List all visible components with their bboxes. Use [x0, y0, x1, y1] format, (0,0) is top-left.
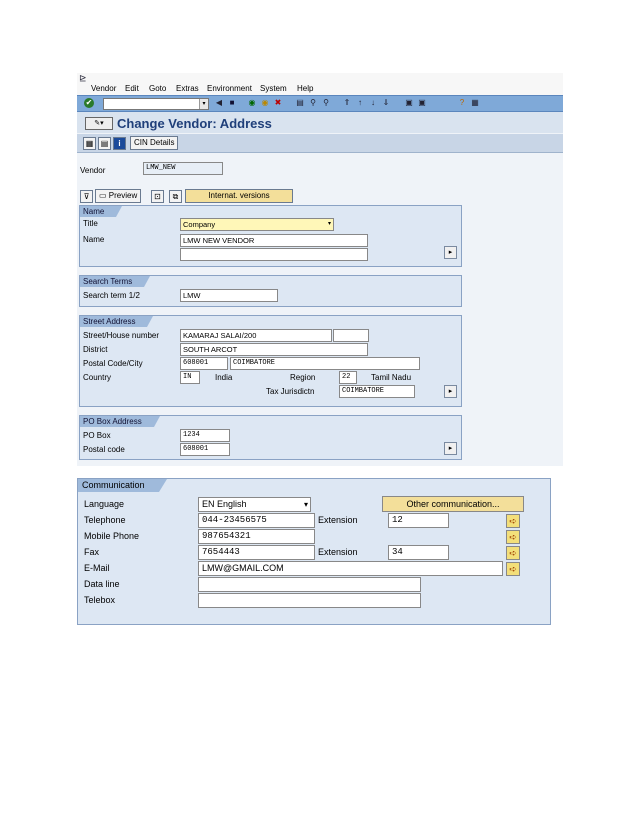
print-icon[interactable]: ▤ — [296, 98, 304, 107]
arrow-right-icon[interactable]: ➪ — [506, 530, 520, 544]
more-fields-icon[interactable]: ▸ — [444, 385, 457, 398]
email-label: E-Mail — [84, 563, 110, 573]
country-label: Country — [83, 373, 112, 382]
previous-page-icon[interactable]: ↑ — [358, 98, 362, 107]
po-box-label: PO Box — [83, 431, 111, 440]
po-postal-code-label: Postal code — [83, 445, 125, 454]
telephone-field[interactable]: 044-23456575 — [198, 513, 315, 528]
menu-vendor[interactable]: Vendor — [91, 84, 117, 93]
new-session-icon[interactable]: ▣ — [405, 98, 413, 107]
menu-help[interactable]: Help — [297, 84, 314, 93]
country-name: India — [215, 373, 233, 382]
menu-system[interactable]: System — [260, 84, 287, 93]
search-term-field[interactable]: LMW — [180, 289, 278, 302]
email-field[interactable]: LMW@GMAIL.COM — [198, 561, 503, 576]
po-postal-code-field[interactable]: 608001 — [180, 443, 230, 456]
fax-extension-label: Extension — [318, 547, 358, 557]
city-field[interactable]: COIMBATORE — [230, 357, 420, 370]
menu-extras[interactable]: Extras — [176, 84, 199, 93]
data-line-field[interactable] — [198, 577, 421, 592]
postal-city-label: Postal Code/City — [83, 359, 143, 368]
back-icon[interactable]: ◉ — [248, 98, 256, 107]
street-label: Street/House number — [83, 331, 160, 340]
layout-menu-icon[interactable]: ▦ — [471, 98, 479, 107]
data-line-label: Data line — [84, 579, 120, 589]
country-field[interactable]: IN — [180, 371, 200, 384]
back-arrow-icon[interactable]: ◀ — [215, 98, 223, 107]
tax-jurisdiction-field[interactable]: COIMBATORE — [339, 385, 415, 398]
filter-icon[interactable]: ⊽ — [80, 190, 93, 203]
page-title: Change Vendor: Address — [117, 116, 272, 131]
street-field[interactable]: KAMARAJ SALAI/200 — [180, 329, 332, 342]
help-icon[interactable]: ? — [459, 98, 465, 107]
telebox-label: Telebox — [84, 595, 116, 605]
name-group — [79, 205, 462, 267]
vendor-field: LMW_NEW — [143, 162, 223, 175]
dropdown-icon[interactable]: ▾ — [303, 500, 308, 509]
telephone-extension-field[interactable]: 12 — [388, 513, 449, 528]
preview-label: Preview — [108, 191, 138, 200]
enter-icon[interactable]: ✔ — [85, 98, 93, 107]
display-change-icon[interactable]: ✎▾ — [85, 117, 113, 130]
fax-field[interactable]: 7654443 — [198, 545, 315, 560]
title-select-value: Company — [183, 220, 216, 229]
system-toolbar — [77, 95, 563, 112]
vendor-label: Vendor — [80, 166, 106, 175]
cancel-icon[interactable]: ✖ — [274, 98, 282, 107]
title-bar — [77, 112, 563, 133]
shortcut-icon[interactable]: ▣ — [418, 98, 426, 107]
telebox-field[interactable] — [198, 593, 421, 608]
application-toolbar — [77, 134, 563, 153]
info-icon[interactable]: i — [113, 137, 126, 150]
language-value: EN English — [202, 499, 247, 509]
telephone-label: Telephone — [84, 515, 126, 525]
find-next-icon[interactable]: ⚲ — [323, 98, 329, 107]
menu-bar — [77, 73, 563, 95]
other-communication-button[interactable]: Other communication... — [382, 496, 524, 512]
extension-label: Extension — [318, 515, 358, 525]
more-fields-icon[interactable]: ▸ — [444, 246, 457, 259]
last-page-icon[interactable]: ⇓ — [382, 98, 390, 107]
search-term-label: Search term 1/2 — [83, 291, 140, 300]
sap-window — [77, 73, 563, 466]
dropdown-icon[interactable]: ▾ — [199, 99, 208, 109]
exit-icon[interactable]: ◉ — [261, 98, 269, 107]
name-group-title: Name — [80, 206, 116, 217]
search-terms-title: Search Terms — [80, 276, 144, 287]
communication-title: Communication — [78, 479, 159, 492]
fax-label: Fax — [84, 547, 100, 557]
lock-icon[interactable]: ⊡ — [151, 190, 164, 203]
arrow-right-icon[interactable]: ➪ — [506, 546, 520, 560]
title-select[interactable] — [180, 218, 334, 231]
name-label: Name — [83, 235, 105, 244]
communication-group — [77, 478, 551, 625]
po-box-title: PO Box Address — [80, 416, 154, 427]
arrow-right-icon[interactable]: ➪ — [506, 562, 520, 576]
find-icon[interactable]: ⚲ — [310, 98, 316, 107]
more-fields-icon[interactable]: ▸ — [444, 442, 457, 455]
menu-edit[interactable]: Edit — [125, 84, 139, 93]
menu-goto[interactable]: Goto — [149, 84, 167, 93]
fax-extension-field[interactable]: 34 — [388, 545, 449, 560]
region-label: Region — [290, 373, 316, 382]
menu-environment[interactable]: Environment — [207, 84, 252, 93]
mobile-phone-field[interactable]: 987654321 — [198, 529, 315, 544]
preview-button[interactable] — [95, 189, 141, 203]
copy-icon[interactable]: ▤ — [98, 137, 111, 150]
po-box-field[interactable]: 1234 — [180, 429, 230, 442]
mobile-phone-label: Mobile Phone — [84, 531, 140, 541]
title-label: Title — [83, 219, 98, 228]
postal-code-field[interactable]: 608001 — [180, 357, 228, 370]
address-icon[interactable]: ▦ — [83, 137, 96, 150]
search-terms-group — [79, 275, 462, 307]
internat-versions-button[interactable]: Internat. versions — [185, 189, 293, 203]
dropdown-icon[interactable]: ▾ — [327, 221, 331, 227]
street-address-title: Street Address — [80, 316, 147, 327]
district-label: District — [83, 345, 108, 354]
district-field[interactable]: SOUTH ARCOT — [180, 343, 368, 356]
cin-details-button[interactable]: CIN Details — [130, 136, 178, 150]
name2-field[interactable] — [180, 248, 368, 261]
first-page-icon[interactable]: ⇑ — [343, 98, 351, 107]
language-label: Language — [84, 499, 125, 509]
region-name: Tamil Nadu — [371, 373, 412, 382]
next-page-icon[interactable]: ↓ — [371, 98, 375, 107]
menu-icon[interactable]: ⊵ — [79, 73, 87, 83]
language-select[interactable] — [198, 497, 311, 512]
versions-icon[interactable]: ⧉ — [169, 190, 182, 203]
street-address-group — [79, 315, 462, 407]
po-box-group — [79, 415, 462, 460]
region-field[interactable]: 22 — [339, 371, 357, 384]
name-field[interactable]: LMW NEW VENDOR — [180, 234, 368, 247]
house-number-field[interactable] — [333, 329, 369, 342]
preview-icon: ▭ — [99, 191, 109, 200]
save-icon[interactable]: ■ — [229, 98, 235, 107]
tax-jurisdiction-label: Tax Jurisdictn — [266, 387, 315, 396]
arrow-right-icon[interactable]: ➪ — [506, 514, 520, 528]
command-field[interactable] — [103, 98, 209, 110]
